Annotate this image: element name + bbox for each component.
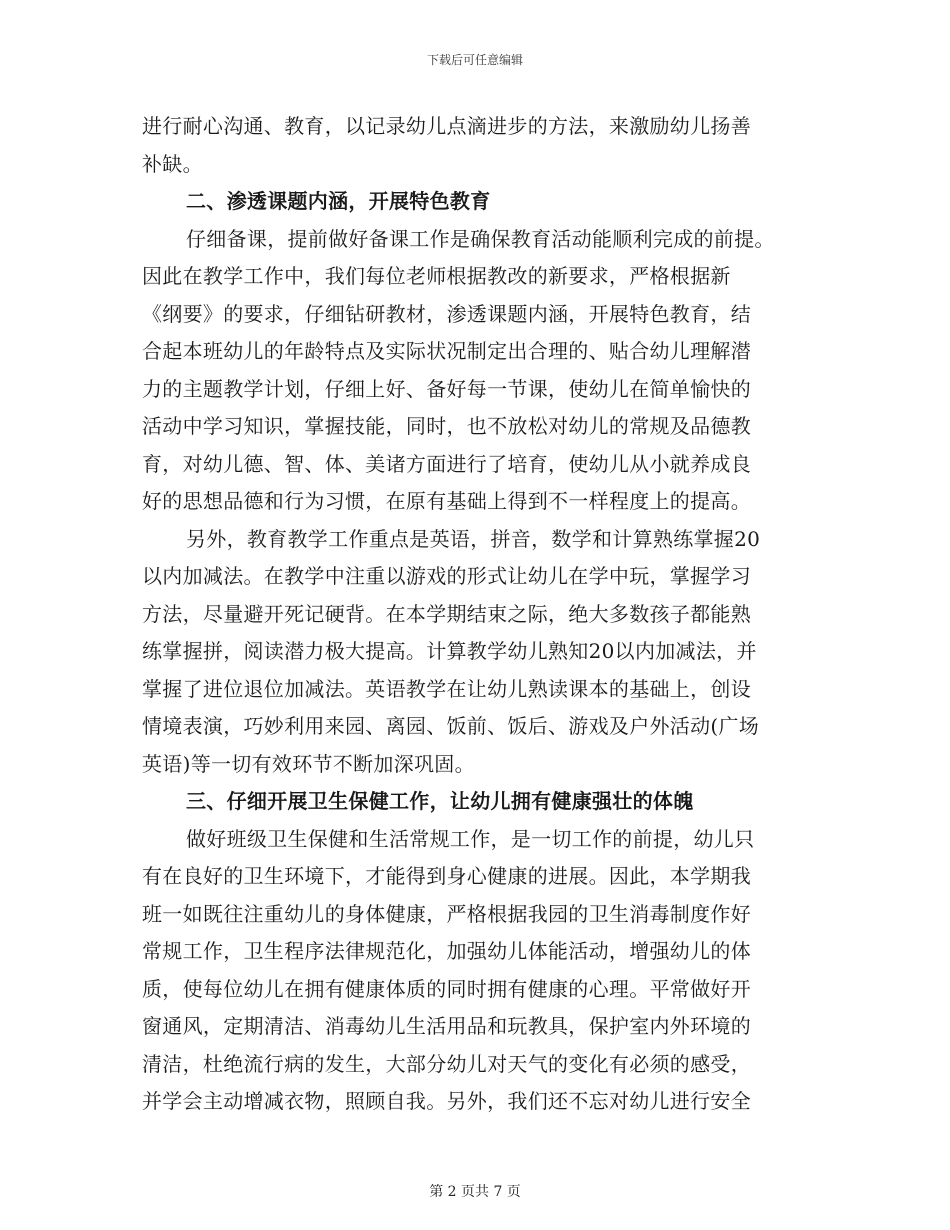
body-line: 掌握了进位退位加减法。英语教学在让幼儿熟读课本的基础上，创设	[142, 676, 751, 701]
body-line: 活动中学习知识，掌握技能，同时，也不放松对幼儿的常规及品德教	[142, 414, 751, 438]
section-heading: 二、渗透课题内涵，开展特色教育	[186, 189, 491, 213]
body-line: 好的思想品德和行为习惯，在原有基础上得到不一样程度上的提高。	[142, 489, 751, 513]
page-number: 第 2 页共 7 页	[429, 1184, 521, 1200]
body-line: 方法，尽量避开死记硬背。在本学期结束之际，绝大多数孩子都能熟	[142, 601, 751, 626]
body-line: 以内加减法。在教学中注重以游戏的形式让幼儿在学中玩，掌握学习	[142, 564, 751, 588]
body-line: 质，使每位幼儿在拥有健康体质的同时拥有健康的心理。平常做好开	[142, 976, 751, 1001]
body-line: 英语)等一切有效环节不断加深巩固。	[142, 751, 475, 776]
body-line: 有在良好的卫生环境下，才能得到身心健康的进展。因此，本学期我	[142, 864, 751, 888]
body-line: 合起本班幼儿的年龄特点及实际状况制定出合理的、贴合幼儿理解潜	[142, 339, 751, 363]
body-line: 补缺。	[142, 151, 203, 176]
body-line: 因此在教学工作中，我们每位老师根据教改的新要求，严格根据新	[142, 264, 731, 288]
body-line: 清洁，杜绝流行病的发生，大部分幼儿对天气的变化有必须的感受，	[142, 1051, 751, 1076]
body-line: 《纲要》的要求，仔细钻研教材，渗透课题内涵，开展特色教育，结	[142, 301, 751, 326]
body-line: 育，对幼儿德、智、体、美诸方面进行了培育，使幼儿从小就养成良	[142, 451, 751, 476]
body-line: 力的主题教学计划，仔细上好、备好每一节课，使幼儿在简单愉快的	[142, 376, 751, 401]
body-line: 情境表演，巧妙利用来园、离园、饭前、饭后、游戏及户外活动(广场	[142, 714, 760, 738]
page-header: 下载后可任意编辑	[426, 53, 523, 67]
body-line: 窗通风，定期清洁、消毒幼儿生活用品和玩教具，保护室内外环境的	[142, 1014, 751, 1038]
body-line: 练掌握拼，阅读潜力极大提高。计算教学幼儿熟知20以内加减法，并	[142, 639, 757, 663]
paragraph-start: 另外，教育教学工作重点是英语，拼音，数学和计算熟练掌握20	[186, 526, 761, 551]
document-body	[142, 108, 814, 1121]
section-heading: 三、仔细开展卫生保健工作，让幼儿拥有健康强壮的体魄	[186, 789, 694, 813]
paragraph-start: 做好班级卫生保健和生活常规工作，是一切工作的前提，幼儿只	[186, 826, 755, 851]
body-line: 班一如既往注重幼儿的身体健康，严格根据我园的卫生消毒制度作好	[142, 901, 751, 926]
body-line: 进行耐心沟通、教育，以记录幼儿点滴进步的方法，来激励幼儿扬善	[142, 114, 751, 138]
body-line: 并学会主动增减衣物，照顾自我。另外，我们还不忘对幼儿进行安全	[142, 1089, 751, 1113]
body-line: 常规工作，卫生程序法律规范化，加强幼儿体能活动，增强幼儿的体	[142, 939, 751, 963]
paragraph-start: 仔细备课，提前做好备课工作是确保教育活动能顺利完成的前提。	[186, 226, 775, 251]
